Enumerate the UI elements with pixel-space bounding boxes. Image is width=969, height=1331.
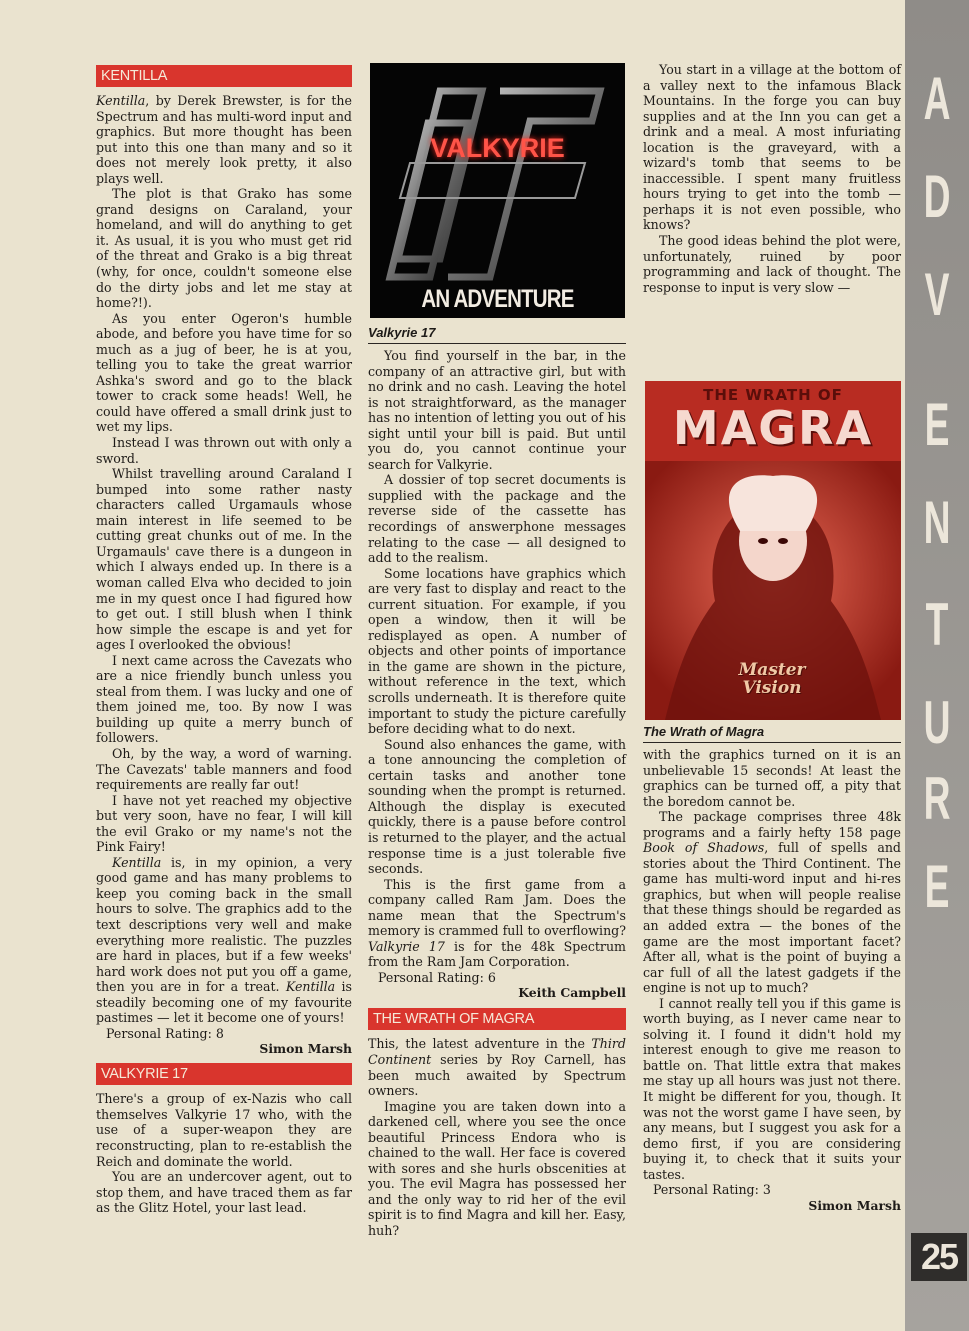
kentilla-para-4: Instead I was thrown out with only a sword. (96, 435, 352, 466)
kentilla-author: Simon Marsh (259, 1041, 352, 1057)
valkyrie-para-2: You are an undercover agent, out to stop them, and have traced them as far as the Glitz Hotel, your last lead. (96, 1169, 352, 1216)
valkyrie-cover-image (370, 63, 625, 318)
banner-letter: A (923, 65, 951, 132)
magra-para-5-text-2: , full of spells and stories about the Third Continent. The game has multi-word input and hi-res graphics, but when will people realise that these things should be regarded as an added extra — the bones of the game are the most important facet? After all, what is the point of buying a car full of all the latest gadgets if the engine is not up to much? (643, 840, 901, 996)
magra-para-5 (643, 809, 901, 996)
magra-book-ref: Book of Shadows (643, 840, 765, 856)
magra-rating: Personal Rating: 3 (653, 1182, 771, 1198)
valkyrie-para-1: There's a group of ex-Nazis who call themselves Valkyrie 17 who, with the use of a super-weapon they are reconstructing, plan to re-establish the Reich and dominate the world. (96, 1091, 352, 1169)
kentilla-para-1 (96, 93, 352, 186)
valkyrie-17-logo (370, 63, 625, 318)
magra-series-ref: Third Continent (368, 1036, 626, 1067)
valkyrie-para-7-text: This is the first game from a company called Ram Jam. Does the name mean that the Spectrum's memory is crammed full to overflowing? (368, 876, 626, 939)
magra-para-4: The good ideas behind the plot were, unfortunately, ruined by poor programming and lack of thought. The response to input is very slow — (643, 233, 901, 295)
magra-para-1-text: This, the latest adventure in the (368, 1036, 592, 1052)
kentilla-para-1-text: , by Derek Brewster, is for the Spectrum and has multi-word input and graphics. But more thought has been put into this one than many and so it does not merely look pretty, it also plays well. (96, 93, 352, 186)
kentilla-para-6: I next came across the Cavezats who are a nice friendly bunch unless you steal from them. I was lucky and one of them joined me, too. By now I was building up quite a merry bunch of followers. (96, 652, 352, 746)
magra-para-1 (368, 1036, 626, 1098)
kentilla-para-9-text: is, in my opinion, a very good game and has many problems to keep you coming back in the small hours to solve. The graphics add to the text descriptions very well and make everything more realistic. The puzzles are hard in places, but if a few weeks' hard work does not put you off a game, then you are in for a treat. (96, 854, 352, 995)
banner-letter: V (924, 261, 950, 328)
banner-letter: R (923, 765, 951, 832)
kentilla-title: Kentilla (96, 93, 146, 108)
kentilla-para-5: Whilst travelling around Caraland I bumped into some rather nasty characters called Urgamauls whose main interest in life seemed to be cutting great chunks out of me. In the Urgamauls' cave there is a dungeon in which I always ended up. In there is a woman called Elva who decided to join me in my quest once I had figured how to get out. I still blush when I think how simple the escape is and yet for ages I overlooked the obvious! (96, 466, 352, 653)
banner-letter: T (925, 591, 949, 658)
kentilla-rating: Personal Rating: 8 (106, 1025, 224, 1041)
column-2 (368, 325, 626, 1239)
magra-heading: THE WRATH OF MAGRA (368, 1008, 626, 1030)
page-number: 25 (911, 1233, 967, 1281)
magra-caption: The Wrath of Magra (643, 724, 901, 743)
kentilla-para-9 (96, 855, 352, 1026)
valkyrie-author: Keith Campbell (518, 985, 626, 1001)
mastervision-logo: Master Vision (738, 660, 806, 698)
valkyrie-para-5: Some locations have graphics which are very fast to display and react to the current situation. For example, if you open a window, then it will be redisplayed as open. A number of objects and other points of importance in the game are shown in the picture, without reference in the text, which scrolls underneath. It is therefore quite important to study the picture carefully before deciding what to do next. (368, 565, 626, 737)
magra-para-2: Imagine you are taken down into a darkened cell, where you see the once beautiful Princess Endora who is chained to the wall. Her face is covered with sores and she hurls obscenities at you. The evil Magra has possessed her and the only way to rid her of the evil spirit is to find Magra and kill her. Easy, huh? (368, 1098, 626, 1238)
valkyrie-rating: Personal Rating: 6 (378, 969, 496, 985)
valkyrie-art-subtitle: AN ADVENTURE (421, 285, 574, 313)
column-3 (643, 62, 901, 295)
magra-para-4-cont: with the graphics turned on it is an unbelievable 15 seconds! At least the graphics can be turned off, a pity that the boredom cannot be. (643, 747, 901, 809)
kentilla-para-7: Oh, by the way, a word of warning. The Cavezats' table manners and food requirements are really far out! (96, 745, 352, 793)
banner-letter: U (923, 689, 951, 756)
banner-letter: E (924, 853, 950, 920)
magra-author: Simon Marsh (808, 1197, 901, 1213)
magra-para-5-text: The package comprises three 48k programs and a fairly hefty 158 page (643, 809, 901, 840)
banner-letter: E (924, 391, 950, 458)
valkyrie-title-ref: Valkyrie 17 (368, 938, 445, 954)
valkyrie-caption: Valkyrie 17 (368, 325, 626, 344)
banner-letter: D (923, 163, 951, 230)
magra-art-line-1: THE WRATH OF (703, 386, 843, 404)
column-3-lower (643, 724, 901, 1214)
valkyrie-art-title: VALKYRIE (430, 133, 565, 163)
column-1 (96, 65, 352, 1216)
kentilla-title-ref: Kentilla (112, 854, 162, 870)
magra-cover-image (645, 381, 901, 720)
kentilla-heading: KENTILLA (96, 65, 352, 87)
magra-para-6: I cannot really tell you if this game is worth buying, as I never came near to solving it. I found it didn't hold my interest enough to give me reason to battle on. That little extra that makes me stay up all hours was just not there. It might be different for you, though. It was not the worst game I have seen, by any means, but I suggest you ask for a demo first, if you are considering buying it, to check that it suits your tastes. (643, 995, 901, 1182)
magra-art-line-2: MAGRA (672, 401, 874, 455)
valkyrie-para-4: A dossier of top secret documents is supplied with the package and the reverse side of the cassette has recordings of answerphone messages relating to the case — all designed to add to the realism. (368, 472, 626, 566)
kentilla-para-3: As you enter Ogeron's humble abode, and before you have time for so much as a jug of beer, he is at you, telling you to take the great warrior Ashka's sword and go to the black tower to crack some heads! Well, he could have offered a small drink just to wet my lips. (96, 310, 352, 435)
kentilla-para-2: The plot is that Grako has some grand designs on Caraland, your homeland, and will do anything to get it. As usual, it is you who must get rid of the threat and Grako is a big threat (why, for once, couldn't someone else do the dirty jobs and let me stay at home?!). (96, 186, 352, 311)
adventure-side-banner (905, 0, 969, 1331)
valkyrie-para-7-text-2: is for the 48k Spectrum from the Ram Jam Corporation. (368, 938, 627, 970)
valkyrie-para-7 (368, 877, 626, 970)
banner-letter: N (923, 489, 951, 556)
kentilla-para-9-text-2: is steadily becoming one of my favourite pastimes — let it become one of yours! (96, 979, 352, 1026)
kentilla-title-ref: Kentilla (285, 979, 336, 995)
valkyrie-heading: VALKYRIE 17 (96, 1063, 352, 1085)
magra-para-3: You start in a village at the bottom of a valley next to the infamous Black Mountains. In the forge you can buy supplies and at the Inn you can get a drink and a meal. A most infuriating location is the graveyard, with a wizard's tomb that seems to be inaccessible. I spent many fruitless hours trying to get into the tomb — perhaps it is not even possible, who knows? (643, 62, 901, 233)
valkyrie-para-6: Sound also enhances the game, with a tone announcing the completion of certain tasks and another tone sounding when the prompt is returned. Although the display is executed quickly, there is a pause before control is returned to the player, and the actual response time is a just tolerable five seconds. (368, 736, 626, 877)
magra-para-1-text-2: series by Roy Carnell, has been much awaited by Spectrum owners. (368, 1051, 626, 1099)
kentilla-para-8: I have not yet reached my objective but very soon, have no fear, I will kill the evil Grako or my name's not the Pink Fairy! (96, 792, 352, 855)
valkyrie-para-3: You find yourself in the bar, in the company of an attractive girl, but with no drink and no cash. Leaving the hotel is not straightforward, as the manager has no intention of letting you out of his sight until your bill is paid. But until you do, you cannot continue your search for Valkyrie. (368, 348, 626, 472)
